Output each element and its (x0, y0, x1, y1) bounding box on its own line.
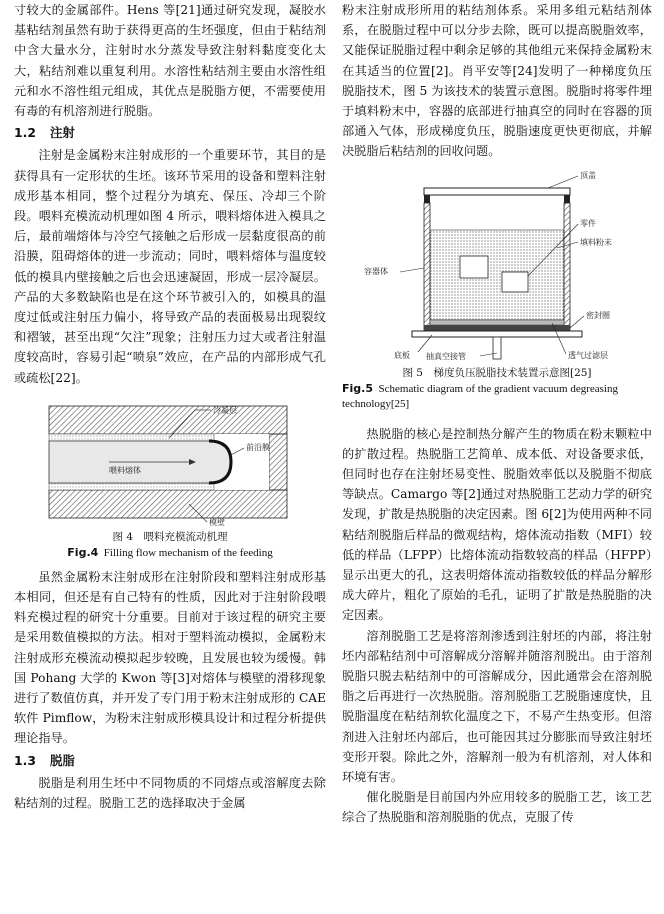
caption-label: Fig.4 (67, 545, 99, 559)
paragraph: 脱脂是利用生坯中不同物质的不同熔点或溶解度去除粘结剂的过程。脱脂工艺的选择取决于金属 (14, 775, 326, 811)
label-filter: 透气过滤层 (568, 350, 608, 360)
seal-ring (424, 325, 570, 331)
figure-4-caption-en (14, 545, 326, 561)
lid (424, 188, 570, 195)
part (460, 256, 488, 278)
figure-4 (14, 396, 326, 561)
section-number: 1.3 (14, 752, 36, 768)
vacuum-pipe (493, 337, 501, 359)
figure-5 (342, 168, 652, 412)
label-melt: 喂料熔体 (109, 465, 141, 475)
label-cover: 顶盖 (580, 170, 596, 180)
figure-5-caption-en (342, 381, 652, 412)
section-title: 注射 (49, 125, 75, 141)
base-plate (412, 331, 582, 337)
frozen-layer-top (49, 434, 214, 441)
label-part: 零件 (580, 218, 596, 228)
figure-5-caption-cn: 图 5 梯度负压脱脂技术装置示意图[25] (402, 366, 592, 379)
paragraph: 催化脱脂是目前国内外应用较多的脱脂工艺，该工艺综合了热脱脂和溶剂脱脂的优点，克服了传 (342, 790, 652, 825)
caption-text: Schematic diagram of the gradient vacuum degreasing technology[25] (342, 382, 618, 410)
paragraph: 注射是金属粉末注射成形的一个重要环节，其目的是获得具有一定形状的生坯。该环节采用的设备和塑料注射成形基本相同，整个过程分为填充、保压、冷却三个阶段。喂料充模流动机理如图 4 所示，喂料熔体进入模具之后，最前端熔体与冷空气接触之后形成一层黏度很高的前沿膜，阻碍熔体的进一步流动；同时，喂料熔体与温度较低的模具内壁接触之后也会迅速凝固，形成一层冷凝层。产品的大多数缺陷也是在这个环节被引入的，如模具的温度过低或注射压力偏小，将导致产品的表面极易出现裂纹和褶皱，甚至出现“欠注”现象；注射压力过大或者注射温度较高时，容易引起“喷泉”效应，在产品的内部形成气孔或疏松[22]。 (14, 148, 326, 385)
figure-4-caption-cn: 图 4 喂料充模流动机理 (112, 530, 228, 543)
label-front-film: 前沿膜 (246, 442, 270, 452)
right-column (342, 0, 652, 828)
paragraph: 虽然金属粉末注射成形在注射阶段和塑料注射成形基本相同，但还是有自己特有的性质，因此对于注射阶段喂料充模过程的研究十分重要。目前对于该过程的研究主要是采用数值模拟的方法。相对于塑料流动模拟，金属粉末注射成形充模流动模拟起步较晚，且发展也较为缓慢。韩国 Pohang 大学的 Kwon 等[3]对熔体与模壁的滑移现象进行了数值仿真，并开发了专门用于粉末注射成形的 CAE 软件 Pimflow，为粉末注射成形模具设计和过程分析提供理论指导。 (14, 569, 326, 746)
part (502, 272, 528, 292)
filling-flow-diagram (39, 396, 301, 530)
label-filler: 填料粉末 (580, 237, 612, 247)
paragraph: 溶剂脱脂工艺是将溶剂渗透到注射坯的内部，将注射坯内部粘结剂中可溶解成分溶解并随溶剂脱出。由于溶剂脱脂只脱去粘结剂中的可溶解成分，因此通常会在溶剂脱脂之后再进行一次热脱脂。溶剂脱脂工艺脱脂速度快，且脱脂温度在粘结剂软化温度之下，不易产生热变形。但溶剂进入注射坯内部后，也可能因其过分膨胀而导致注射坯变形开裂。除此之外，溶解剂一般为有机溶剂，对人体和环境有害。 (342, 628, 652, 785)
caption-label: Fig.5 (342, 381, 373, 395)
label-vacuum-pipe: 抽真空接管 (426, 351, 466, 361)
mold-wall-end (269, 434, 287, 490)
section-heading-1-3 (14, 751, 326, 771)
left-column (14, 0, 326, 813)
frozen-layer-bottom (49, 483, 214, 490)
section-heading-1-2 (14, 123, 326, 143)
container-wall-left (424, 203, 430, 331)
label-seal: 密封圈 (586, 310, 610, 320)
label-cold-layer: 冷凝层 (213, 405, 237, 415)
filler-powder (430, 230, 564, 320)
paragraph: 粉末注射成形所用的粘结剂体系。采用多组元粘结剂体系，在脱脂过程中可以分步去除，既可以提高脱脂效率，又能保证脱脂过程中剩余足够的其他组元来保持金属粉末在其适当的位置[2]。肖平安等[24]发明了一种梯度负压脱脂技术，图 5 为该技术的装置示意图。脱脂时将零件埋于填料粉末中，容器的底部进行抽真空的同时在容器的顶部通入气体，形成梯度负压，脱脂速度更快更彻底，并解决脱脂后粘结剂的回收问题。 (342, 3, 652, 159)
paragraph: 热脱脂的核心是控制热分解产生的物质在粉末颗粒中的扩散过程。热脱脂工艺简单、成本低、对设备要求低，但同时也存在注射坯易变性、脱脂效率低以及脱脂不彻底等缺点。Camargo 等[2]通过对热脱脂工艺动力学的研究发现，扩散是热脱脂的决定因素。图 6[2]为使用两种不同粘结剂脱脂后样品的微观结构，熔体流动指数（MFI）较低的样品（LFPP）比熔体流动指数较高的样品（HFPP）显示出更大的孔，这表明熔体流动指数较低的样品分解形成大碎片，粗化了原始的毛孔，证明了扩散是热脱脂的决定因素。 (342, 426, 652, 623)
mold-wall-bottom (49, 490, 287, 518)
filter-layer (430, 320, 564, 325)
container-wall-right (564, 203, 570, 331)
vacuum-degreasing-diagram (352, 168, 642, 366)
mold-wall-top (49, 406, 287, 434)
label-base: 底板 (394, 350, 410, 360)
paragraph: 寸较大的金属部件。Hens 等[21]通过研究发现，凝胶水基粘结剂虽然有助于获得更高的生坯强度，但由于粘结剂中含大量水分，注射时水分蒸发导致注射料黏度变化太大，粘结剂难以重复利用。水溶性粘结剂主要由水溶性组元和水不溶性组元组成，其优点是脱脂方便，不需要使用有毒的有机溶剂进行脱脂。 (14, 3, 326, 119)
section-number: 1.2 (14, 125, 36, 141)
caption-text: Filling flow mechanism of the feeding (103, 546, 273, 559)
label-mold-wall: 模壁 (209, 517, 225, 527)
label-container: 容器体 (364, 266, 388, 276)
section-title: 脱脂 (49, 752, 75, 768)
